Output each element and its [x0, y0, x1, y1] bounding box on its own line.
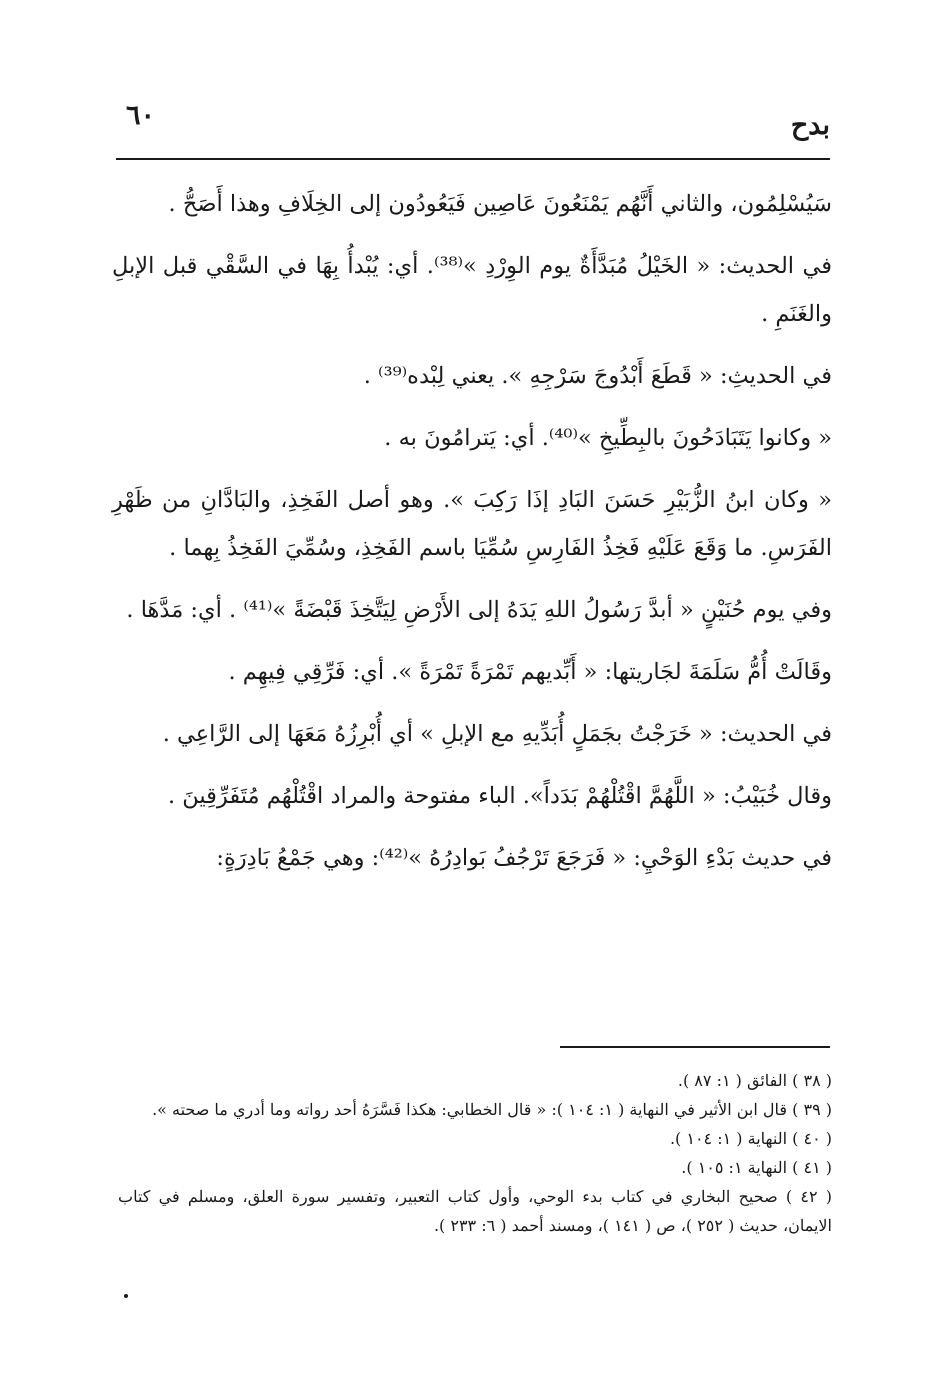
paragraph: في حديث بَدْءِ الوَحْيِ: « فَرَجَعَ تَرْجُفُ بَوادِرُهُ »⁽⁴²⁾: وهي جَمْعُ بَادِرَةٍ:	[216, 845, 832, 871]
paragraph: في الحديث: « خَرَجْتُ بجَمَلٍ أُبَدِّيهِ مع الإبلِ » أي أُبْرِزُهُ مَعَهَا إلى الرَّاعِي .	[162, 721, 832, 747]
page-number: ٦٠	[126, 100, 156, 131]
paragraph: سَيُسْلِمُون، والثاني أَنَّهُم يَمْنَعُونَ عَاصِين فَيَعُودُون إلى الخِلَافِ وهذا أَصَحُّ .	[168, 191, 832, 217]
page-header	[118, 100, 830, 150]
footnote: ( ٣٨ ) الفائق ( ١: ٨٧ ).	[677, 1071, 832, 1090]
entry-word: بدح	[790, 110, 830, 141]
paragraph: وقال خُبَيْبُ: « اللَّهُمَّ اقْتُلْهُمْ بَدَداً». الباء مفتوحة والمراد اقْتُلْهُم مُتَفَرِّقِينَ .	[167, 783, 832, 809]
paragraph: وقَالَتْ أُمُّ سَلَمَةَ لجَاريتها: « أَبِّديهم تَمْرَةً تَمْرَةً ». أي: فَرِّقِي فِيهِم .	[228, 659, 832, 685]
paragraph: وفي يوم حُنَيْنٍ « أبدَّ رَسُولُ اللهِ يَدَهُ إلى الأَرْضِ لِيَتَّخِذَ قَبْضَةً »⁽⁴¹⁾ . أي: مَدَّهَا .	[126, 597, 832, 623]
footnote: ( ٤٠ ) النهاية ( ١: ١٠٤ ).	[669, 1129, 832, 1148]
footnote: ( ٤١ ) النهاية ١: ١٠٥ ).	[681, 1158, 832, 1177]
footnotes	[118, 1066, 832, 1240]
footnote: ( ٤٢ ) صحيح البخاري في كتاب بدء الوحي، وأول كتاب التعبير، وتفسير سورة العلق، ومسلم في كتاب الايمان، حديث ( ٢٥٢ )، ص ( ١٤١ )، ومسند أحمد ( ٦: ٢٣٣ ).	[118, 1187, 833, 1235]
paragraph: في الحديثِ: « قَطَعَ أَبْدُوجَ سَرْجِهِ ». يعني لِبْده⁽³⁹⁾ .	[363, 363, 832, 389]
paragraph: « وكان ابنُ الزُّبَيْرِ حَسَنَ البَادِ إذَا رَكِبَ ». وهو أصل الفَخِذِ، والبَادَّانِ من ظَهْرِ الفَرَسِ. ما وَقَعَ عَلَيْهِ فَخِذُ الفَارِسِ سُمِّيَا باسم الفَخِذِ، وسُمِّيَ الفَخِذُ بِهما .	[112, 487, 832, 561]
header-rule	[116, 158, 830, 160]
stray-dot	[124, 1294, 128, 1298]
footnote-rule	[560, 1046, 830, 1048]
paragraph: في الحديث: « الخَيْلُ مُبَدَّأَةٌ يوم الوِرْدِ »⁽³⁸⁾. أي: يُبْدأُ بِهَا في السَّقْي قبل الإبلِ والغَنَمِ .	[112, 253, 832, 327]
paragraph: « وكانوا يَتَبَادَحُونَ بالبِطِّيخِ »⁽⁴⁰⁾. أي: يَترامُونَ به .	[384, 425, 832, 451]
footnote: ( ٣٩ ) قال ابن الأثير في النهاية ( ١: ١٠٤ ): « قال الخطابي: هكذا فَسَّرَهُ أحد رواته وما أدري ما صحته ».	[152, 1100, 832, 1119]
main-text	[112, 180, 832, 896]
